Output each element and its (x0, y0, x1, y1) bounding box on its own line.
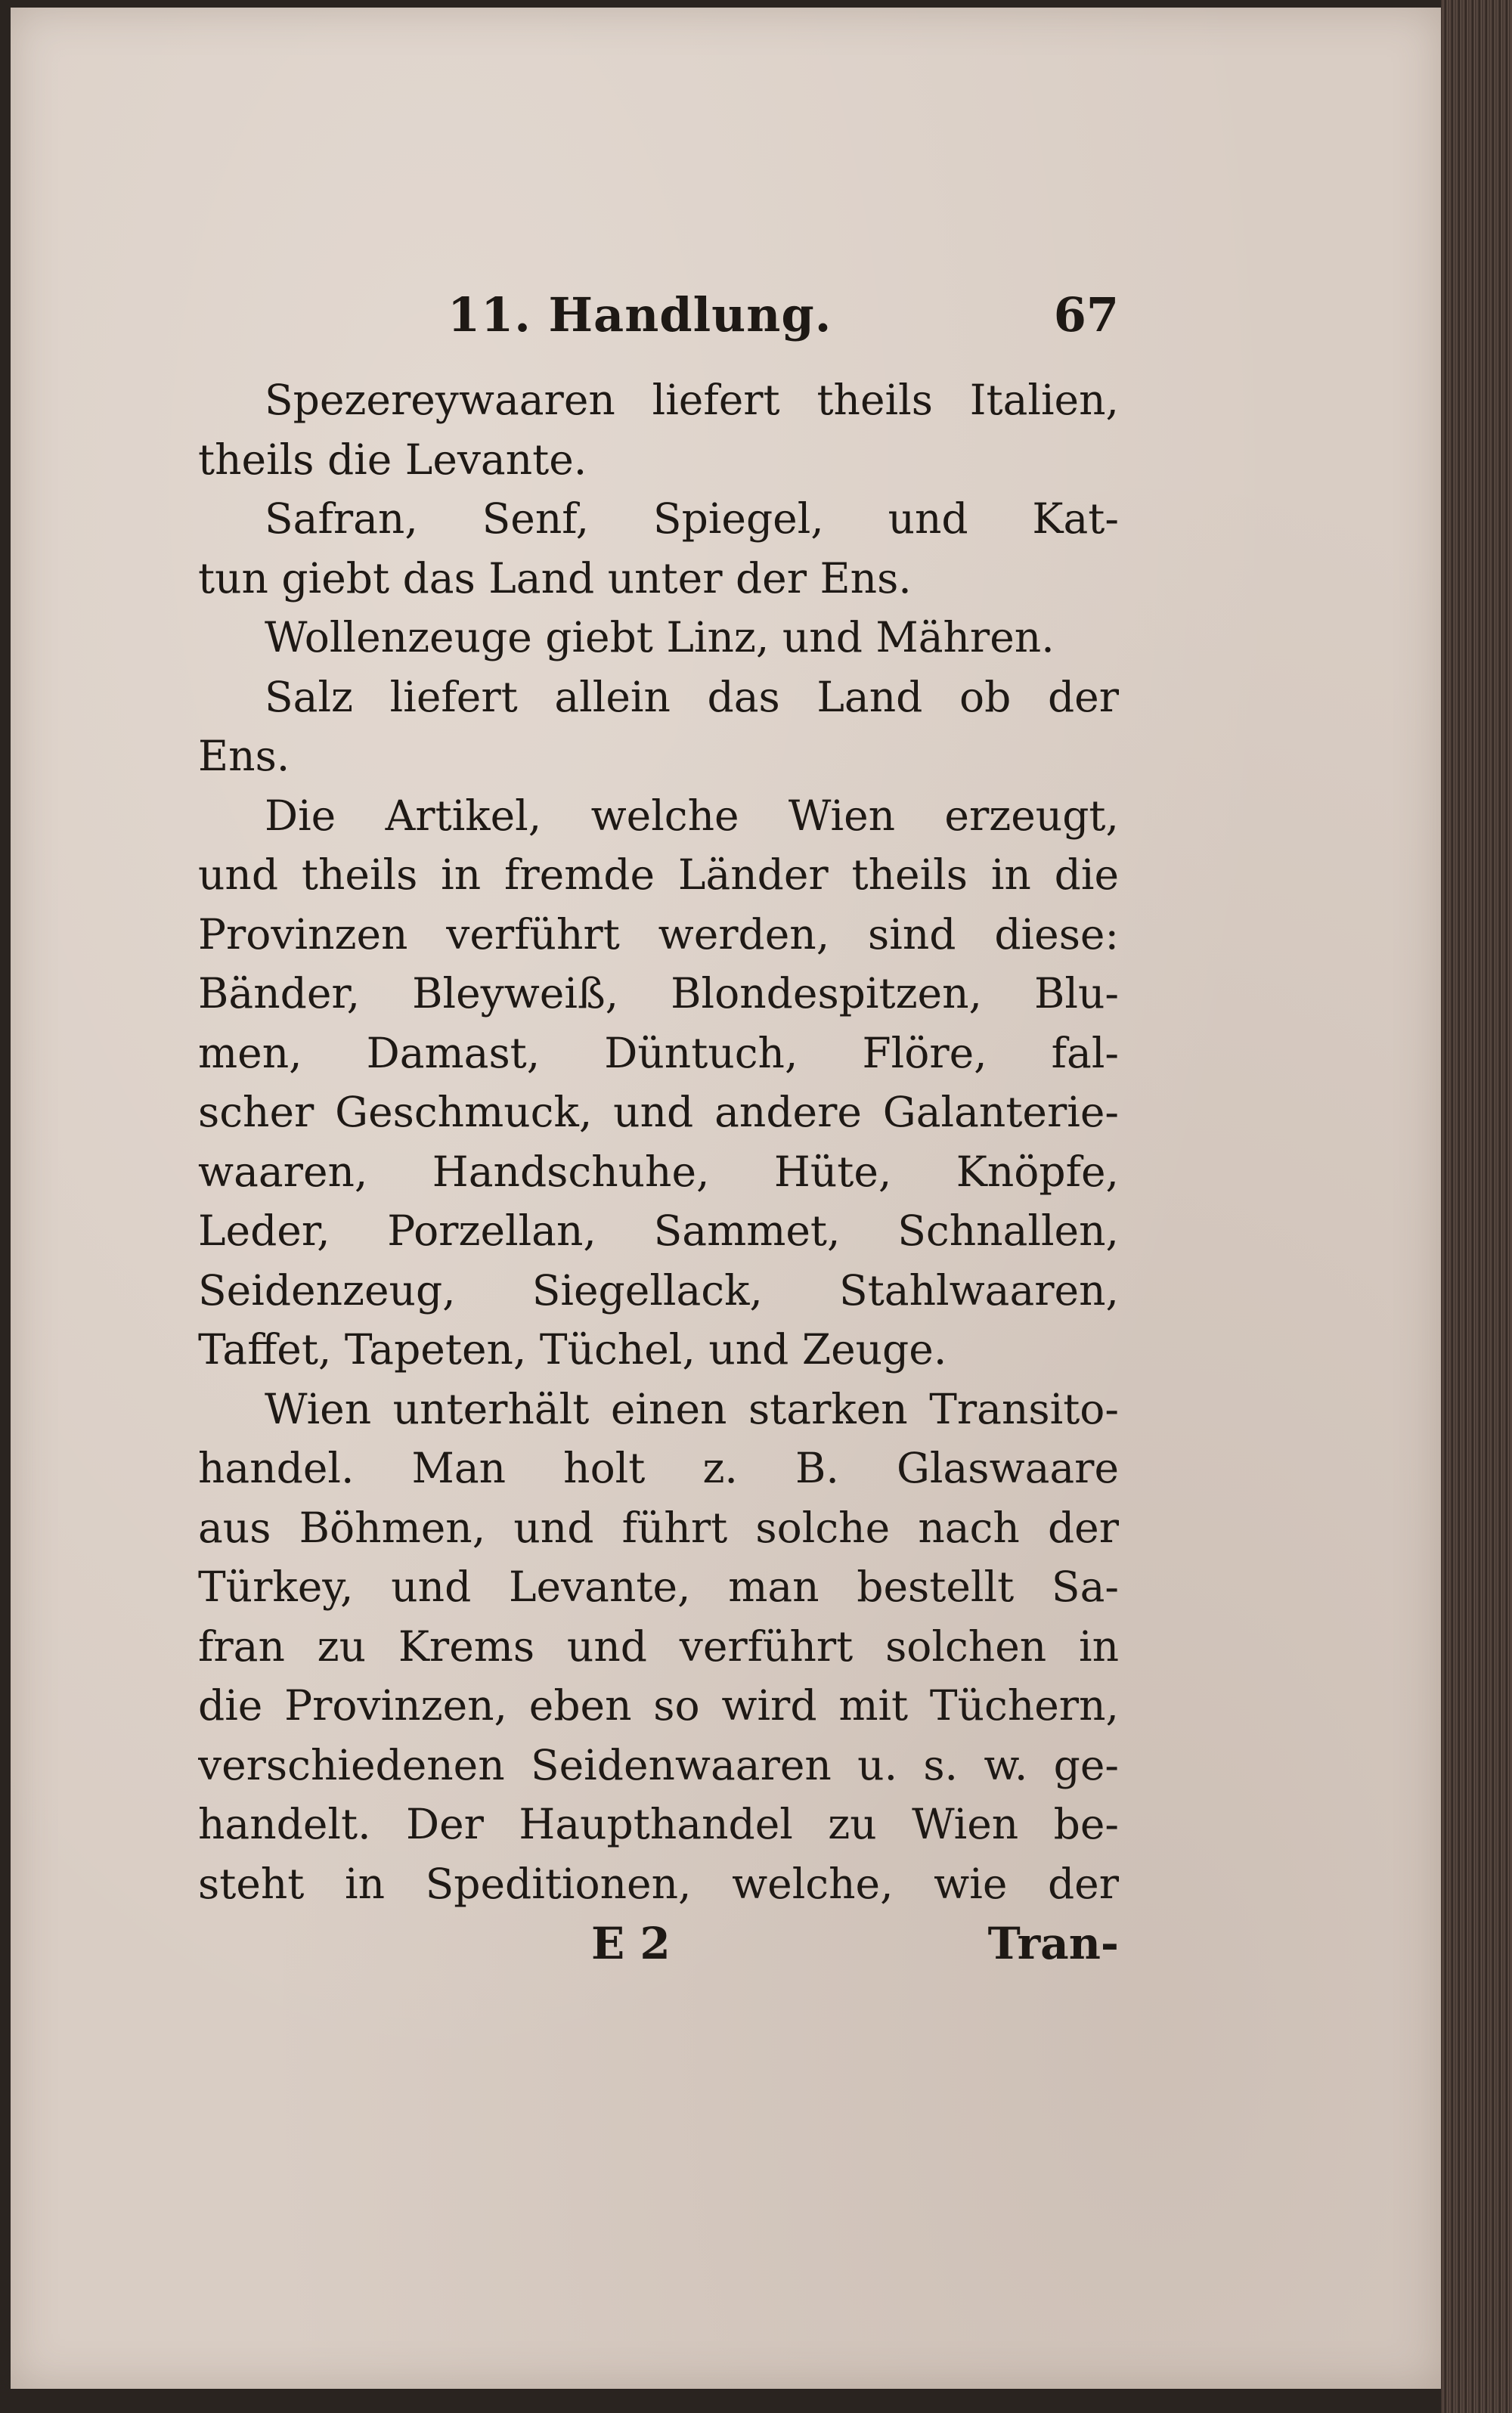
page-number: 67 (1053, 287, 1119, 342)
text-line: Bänder, Bleyweiß, Blondespitzen, Blu- (198, 969, 1119, 1018)
text-line: waaren, Handschuhe, Hüte, Knöpfe, (198, 1147, 1119, 1196)
text-block (198, 287, 1119, 1978)
text-line: Taffet, Tapeten, Tüchel, und Zeuge. (198, 1325, 947, 1374)
text-line: Wollenzeuge giebt Linz, und Mähren. (265, 613, 1055, 661)
text-line: Salz liefert allein das Land ob der (265, 672, 1119, 721)
page-header (198, 287, 1119, 370)
text-line: Ens. (198, 732, 290, 780)
text-line: Leder, Porzellan, Sammet, Schnallen, (198, 1206, 1119, 1255)
text-line: theils die Levante. (198, 435, 587, 484)
page-edges (1441, 0, 1512, 2413)
text-line: Provinzen verführt werden, sind diese: (198, 909, 1119, 959)
text-line: aus Böhmen, und führt solche nach der (198, 1503, 1119, 1552)
text-line: Safran, Senf, Spiegel, und Kat- (265, 494, 1119, 543)
catchword: Tran- (987, 1918, 1119, 1969)
signature-mark: E 2 (591, 1918, 671, 1969)
running-head: 11. Handlung. (448, 287, 832, 342)
text-line: und theils in fremde Länder theils in die (198, 850, 1119, 899)
text-line: steht in Speditionen, welche, wie der (198, 1859, 1119, 1908)
text-line: men, Damast, Düntuch, Flöre, fal- (198, 1028, 1119, 1077)
text-line: fran zu Krems und verführt solchen in (198, 1622, 1119, 1671)
text-line: Türkey, und Levante, man bestellt Sa- (198, 1563, 1119, 1611)
text-line: Die Artikel, welche Wien erzeugt, (265, 791, 1119, 840)
text-line: Spezereywaaren liefert theils Italien, (265, 376, 1119, 424)
text-line: die Provinzen, eben so wird mit Tüchern, (198, 1681, 1119, 1730)
page-footer (198, 1918, 1119, 1978)
text-line: verschiedenen Seidenwaaren u. s. w. ge- (198, 1740, 1119, 1789)
text-line: scher Geschmuck, und andere Galanterie- (198, 1088, 1119, 1136)
text-line: handel. Man holt z. B. Glaswaare (198, 1444, 1119, 1492)
text-line: tun giebt das Land unter der Ens. (198, 553, 912, 602)
text-line: handelt. Der Haupthandel zu Wien be- (198, 1800, 1119, 1848)
text-line: Wien unterhält einen starken Transito- (265, 1384, 1119, 1433)
text-line: Seidenzeug, Siegellack, Stahlwaaren, (198, 1265, 1119, 1315)
body-text (198, 370, 1119, 1913)
